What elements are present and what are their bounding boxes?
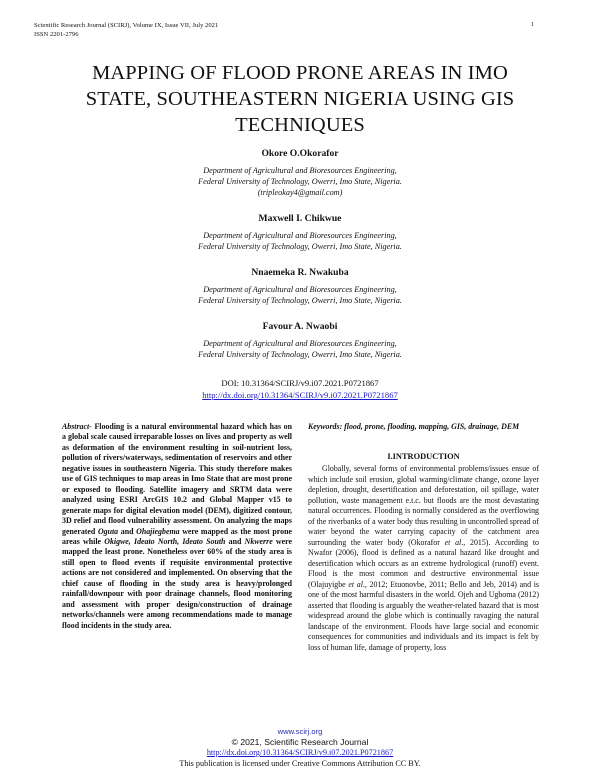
author-affiliation: Department of Agricultural and Bioresources Engineering,: [203, 166, 397, 175]
author-affiliation: Department of Agricultural and Bioresources Engineering,: [203, 285, 397, 294]
author-name: Nnaemeka R. Nwakuba: [251, 267, 349, 278]
place-name: Nkwerre: [244, 536, 273, 546]
author-affiliation: Department of Agricultural and Bioresources Engineering,: [203, 231, 397, 240]
intro-text: Globally, several forms of environmental problems/issues ensue of which include soil erosion, global warming/climate change, ozone layer depletion, drought, desertification and deforestation, oil spillage, water pollution, waste management e.t.c. but floods are the most devastating natural occurrences. Flooding is normally considered as the overflowing of the riverbanks of a water body thus resulting in uncontrolled spread of water beyond the water carrying capacity of the catchment area surrounding the water body (Okorafor: [308, 464, 539, 547]
running-header: [34, 21, 218, 39]
title-line: TECHNIQUES: [235, 114, 365, 136]
title-line: STATE, SOUTHEASTERN NIGERIA USING GIS: [85, 88, 515, 110]
author-name: Maxwell I. Chikwue: [258, 213, 342, 224]
author-block: [0, 266, 600, 306]
keywords: Keywords: flood, prone, flooding, mapping, GIS, drainage, DEM: [308, 422, 520, 431]
author-block: [0, 212, 600, 252]
journal-name: Scientific Research Journal (SCIRJ), Volume IX, Issue VII, July 2021: [34, 22, 219, 29]
abstract-text: were mapped the least prone. Nonetheless over 60% of the study area is still open to flood events if requisite environmental protective actions are not considered and implemented. On observing that the chief cause of flooding in the study area is heavy/prolonged rainfall/downpour with poor drainage channels, flood monitoring and assessment with proper design/construction of drainage networks/channels were among recommendations made to manage flood incidents in the study area.: [62, 536, 292, 630]
place-name: Okigwe, Ideato North, Ideato South: [104, 536, 226, 546]
page-footer: [0, 727, 600, 769]
author-affiliation: Department of Agricultural and Bioresources Engineering,: [203, 339, 397, 348]
author-list: [0, 147, 600, 374]
intro-text-italic: et al: [444, 537, 462, 547]
abstract-text: and: [225, 536, 245, 546]
doi-text: DOI: 10.31364/SCIRJ/v9.i07.2021.P0721867: [221, 378, 379, 388]
place-name: Oguta: [97, 526, 119, 536]
page-number: 1: [530, 21, 534, 28]
abstract-text: Flooding is a natural environmental hazard which has on a global scale caused irreparable losses on lives and property as well as deformation of the environment resulting in soil-nutrient loss, pollution of rivers/waterways, sedimentation of reservoirs and other negative issues in southeastern Nigeria. This study therefore makes use of GIS techniques to map areas in Imo State that are most prone or exposed to flooding. Satellite imagery and SRTM data were analyzed using ESRI ArcGIS 10.2 and Global Mapper v15 to generate maps for digital elevation model (DEM), digitized contour, 3D relief and flood vulnerability assessment. On analyzing the maps generated: [62, 422, 292, 536]
footer-copyright: © 2021, Scientific Research Journal: [231, 737, 369, 747]
place-name: Ohajiegbema: [136, 526, 180, 536]
title-line: MAPPING OF FLOOD PRONE AREAS IN IMO: [92, 62, 508, 84]
abstract-label: Abstract-: [62, 422, 92, 431]
author-block: [0, 320, 600, 360]
introduction-paragraph: [308, 464, 539, 653]
right-column: [308, 422, 539, 653]
doi-link[interactable]: http://dx.doi.org/10.31364/SCIRJ/v9.i07.2021.P0721867: [202, 389, 398, 400]
issn: ISSN 2201-2796: [34, 31, 79, 38]
abstract-text: and: [118, 526, 137, 536]
abstract-text: were mapped as the most prone areas while: [62, 526, 292, 546]
footer-license: This publication is licensed under Creative Commons Attribution CC BY.: [179, 758, 421, 768]
author-email: (tripleokay4@gmail.com): [257, 188, 343, 197]
paper-title: [30, 60, 570, 138]
doi-block: [0, 378, 600, 401]
footer-website[interactable]: www.scirj.org: [277, 727, 323, 736]
author-affiliation: Federal University of Technology, Owerri, Imo State, Nigeria.: [198, 242, 402, 251]
footer-doi-link[interactable]: http://dx.doi.org/10.31364/SCIRJ/v9.i07.2021.P0721867: [206, 748, 394, 757]
intro-text: ., 2012; Etuonovbe, 2011; Bello and Jeb, 2014) and is one of the most harmful disasters in the world. Ojeh and Ugboma (2012) asserted that flooding is arguably the weather-related hazard that is most widespread around the globe which is continually ravaging the natural landscape of the environment. Floods have large social and economic consequences for communities and individuals and its impact is felt by loss of human life, damage of property, loss: [308, 579, 539, 652]
author-affiliation: Federal University of Technology, Owerri, Imo State, Nigeria.: [198, 350, 402, 359]
intro-text: ., 2015). According to Nwafor (2006), flood is defined as a natural hazard like drought and desertification which occurs as an extreme hydrological (runoff) event. Flood is the most common and destructive environmental issue (Olajuyigbe: [308, 537, 539, 589]
author-affiliation: Federal University of Technology, Owerri, Imo State, Nigeria.: [198, 296, 402, 305]
author-name: Favour A. Nwaobi: [262, 321, 338, 332]
author-affiliation: Federal University of Technology, Owerri, Imo State, Nigeria.: [198, 177, 402, 186]
abstract: [62, 422, 292, 631]
author-name: Okore O.Okorafor: [261, 148, 339, 159]
intro-text-italic: et al: [348, 579, 363, 589]
section-heading: I.INTRODUCTION: [387, 451, 460, 461]
author-block: [0, 147, 600, 198]
